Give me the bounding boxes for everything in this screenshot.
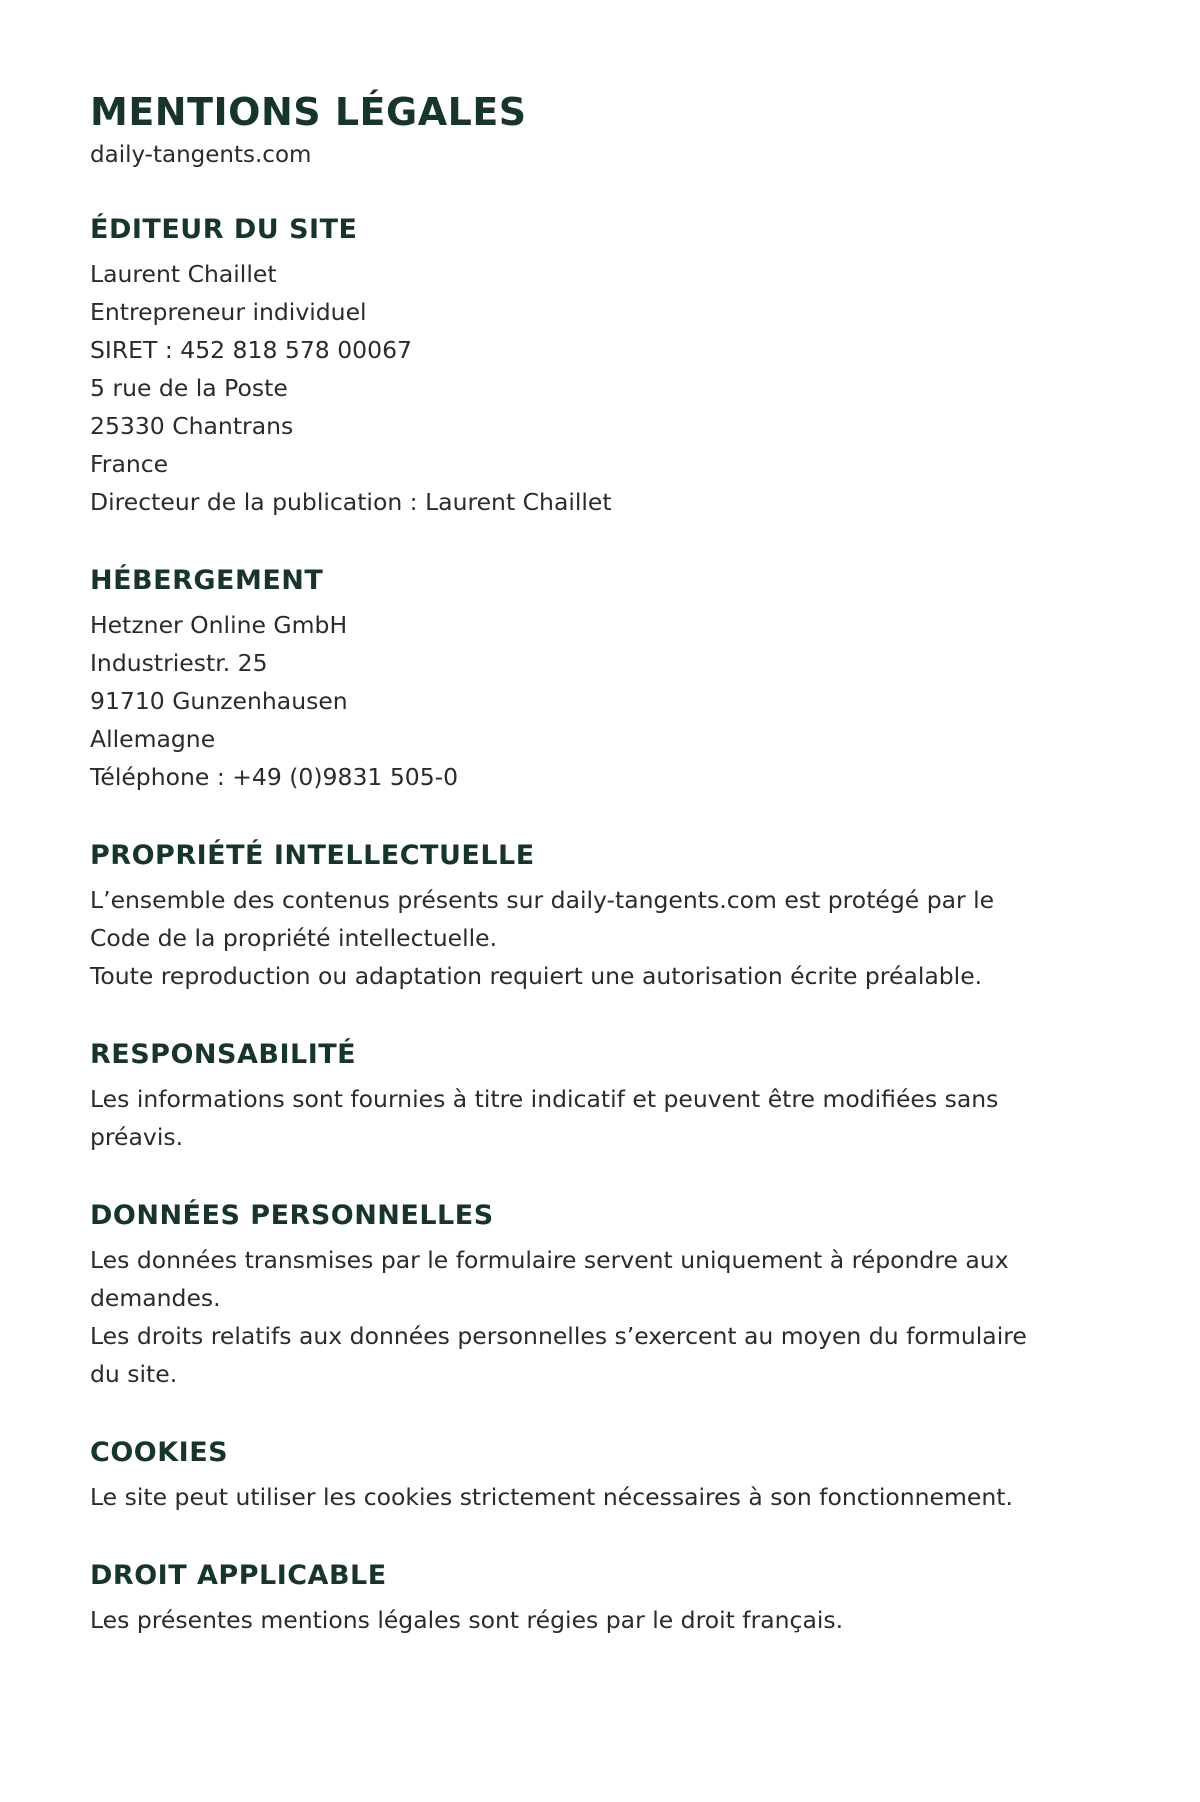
section-title: DROIT APPLICABLE <box>90 1560 387 1591</box>
paragraph: Les présentes mentions légales sont régies par le droit français. <box>90 1606 844 1634</box>
publisher-name: Laurent Chaillet <box>90 260 277 288</box>
host-phone: Téléphone : +49 (0)9831 505-0 <box>90 763 459 791</box>
paragraph: Toute reproduction ou adaptation requiert une autorisation écrite préalable. <box>90 962 983 990</box>
section-cookies <box>90 1435 1110 1516</box>
section-title: RESPONSABILITÉ <box>90 1039 357 1070</box>
publisher-siret: SIRET : 452 818 578 00067 <box>90 336 412 364</box>
paragraph: Les droits relatifs aux données personnelles s’exercent au moyen du formulaire du site. <box>90 1322 1027 1388</box>
publisher-street: 5 rue de la Poste <box>90 374 288 402</box>
host-street: Industriestr. 25 <box>90 649 268 677</box>
section-site-publisher <box>90 212 1110 521</box>
section-title: DONNÉES PERSONNELLES <box>90 1200 494 1231</box>
section-personal-data <box>90 1198 1110 1393</box>
section-intellectual-property <box>90 838 1110 995</box>
host-country: Allemagne <box>90 725 216 753</box>
paragraph: Les données transmises par le formulaire servent uniquement à répondre aux demandes. <box>90 1246 1009 1312</box>
section-title: ÉDITEUR DU SITE <box>90 214 358 245</box>
host-city: 91710 Gunzenhausen <box>90 687 348 715</box>
section-title: COOKIES <box>90 1437 229 1468</box>
publisher-city: 25330 Chantrans <box>90 412 294 440</box>
page-title: MENTIONS LÉGALES <box>90 90 527 134</box>
publisher-status: Entrepreneur individuel <box>90 298 367 326</box>
section-hosting <box>90 563 1110 796</box>
paragraph: Le site peut utiliser les cookies strictement nécessaires à son fonctionnement. <box>90 1483 1013 1511</box>
paragraph: L’ensemble des contenus présents sur daily-tangents.com est protégé par le Code de la propriété intellectuelle. <box>90 886 995 952</box>
section-liability <box>90 1037 1110 1156</box>
paragraph: Les informations sont fournies à titre indicatif et peuvent être modifiées sans préavis. <box>90 1085 999 1151</box>
publication-director: Directeur de la publication : Laurent Chaillet <box>90 488 612 516</box>
host-name: Hetzner Online GmbH <box>90 611 348 639</box>
section-title: HÉBERGEMENT <box>90 565 324 596</box>
section-applicable-law <box>90 1558 1110 1639</box>
section-title: PROPRIÉTÉ INTELLECTUELLE <box>90 840 535 871</box>
site-name: daily-tangents.com <box>90 142 312 168</box>
publisher-country: France <box>90 450 169 478</box>
